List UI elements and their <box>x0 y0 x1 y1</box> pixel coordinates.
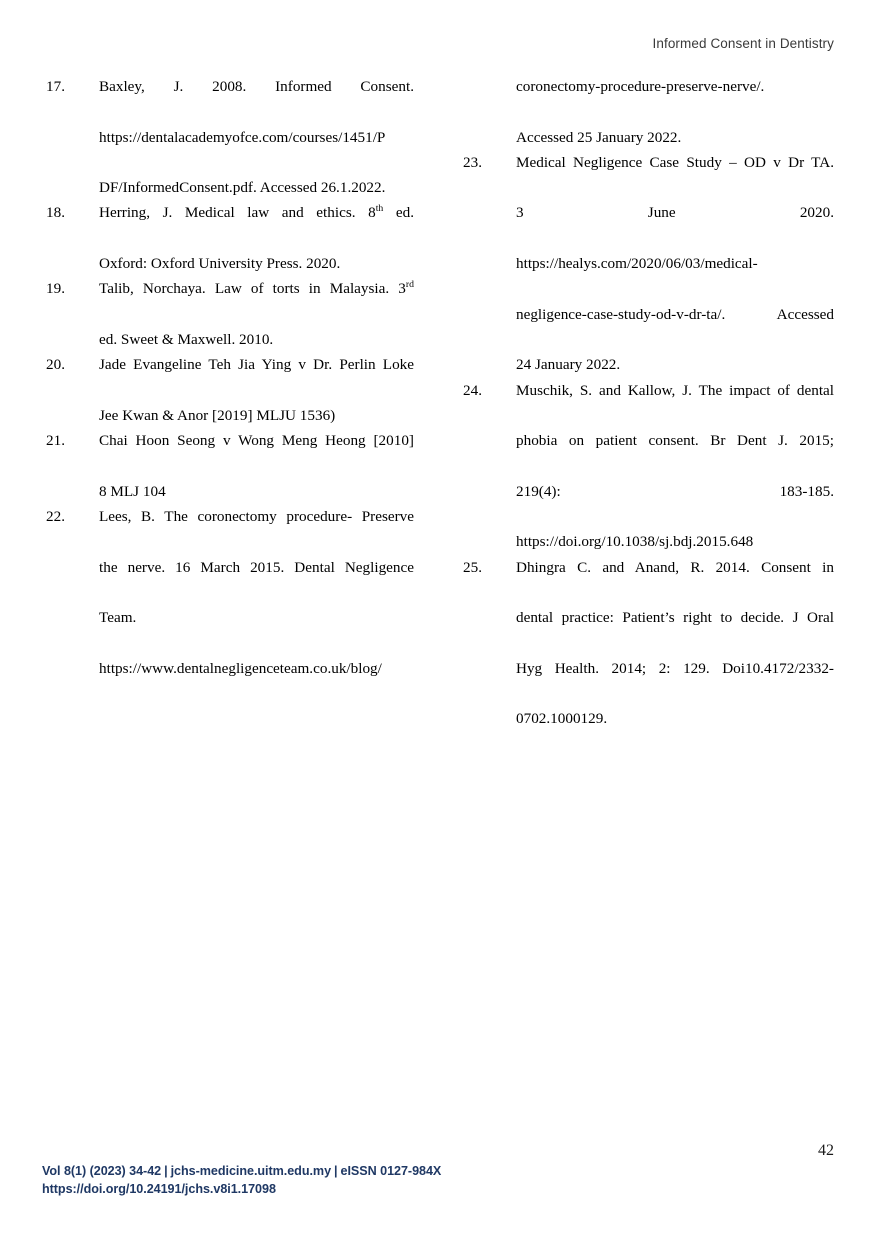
reference-text <box>99 504 414 681</box>
reference-line: the nerve. 16 March 2015. Dental Negligence <box>99 558 414 576</box>
reference-text <box>99 200 414 276</box>
reference-text <box>516 150 834 378</box>
reference-line: coronectomy-procedure-preserve-nerve/. <box>516 78 765 95</box>
reference-line: Oxford: Oxford University Press. 2020. <box>99 255 341 273</box>
reference-line: DF/InformedConsent.pdf. Accessed 26.1.2022. <box>99 179 386 197</box>
reference-line: Talib, Norchaya. Law of torts in Malaysia. 3rd <box>99 279 414 298</box>
reference-line: negligence-case-study-od-v-dr-ta/. Accessed <box>516 305 834 323</box>
reference-columns <box>46 74 834 732</box>
reference-number: 25. <box>463 558 482 576</box>
ordinal-superscript: th <box>375 203 384 215</box>
reference-text <box>99 276 414 352</box>
reference-text <box>516 555 834 732</box>
reference-line: 24 January 2022. <box>516 356 621 374</box>
reference-line: 0702.1000129. <box>516 710 608 728</box>
reference-entry <box>46 276 414 352</box>
reference-number: 20. <box>46 356 65 374</box>
reference-line: 8 MLJ 104 <box>99 482 166 500</box>
reference-line: 219(4): 183-185. <box>516 482 834 500</box>
reference-number: 17. <box>46 78 65 95</box>
reference-line: Dhingra C. and Anand, R. 2014. Consent in <box>516 558 834 576</box>
footer-line-1 <box>42 1163 441 1181</box>
footer-line-2 <box>42 1181 441 1199</box>
reference-line: Muschik, S. and Kallow, J. The impact of dental <box>516 381 834 399</box>
reference-line: https://healys.com/2020/06/03/medical- <box>516 255 758 273</box>
reference-line: Team. <box>99 609 137 627</box>
reference-number: 23. <box>463 153 482 171</box>
reference-line: https://www.dentalnegligenceteam.co.uk/blog/ <box>99 659 382 677</box>
reference-text <box>99 352 414 428</box>
footer-volume: Vol 8(1) (2023) 34-42 <box>42 1164 162 1178</box>
reference-text <box>99 74 414 200</box>
reference-number: 19. <box>46 280 65 298</box>
footer-doi-link[interactable]: https://doi.org/10.24191/jchs.v8i1.17098 <box>42 1181 276 1196</box>
right-column <box>463 74 834 732</box>
footer-separator-1: | <box>164 1164 168 1178</box>
reference-number: 22. <box>46 508 65 526</box>
reference-number: 24. <box>463 381 482 399</box>
reference-entry <box>46 352 414 428</box>
reference-line: phobia on patient consent. Br Dent J. 2015; <box>516 432 834 450</box>
reference-line: Accessed 25 January 2022. <box>516 128 682 146</box>
reference-entry <box>463 378 834 555</box>
page-number: 42 <box>818 1142 834 1159</box>
reference-line: https://doi.org/10.1038/sj.bdj.2015.648 <box>516 533 754 551</box>
left-column <box>46 74 414 732</box>
reference-entry <box>463 74 834 150</box>
reference-line: ed. Sweet & Maxwell. 2010. <box>99 330 274 348</box>
reference-text <box>516 74 834 150</box>
footer-website[interactable]: jchs-medicine.uitm.edu.my <box>170 1164 332 1178</box>
reference-line: Herring, J. Medical law and ethics. 8th ed. <box>99 203 415 222</box>
reference-entry <box>46 74 414 200</box>
reference-number: 21. <box>46 432 65 450</box>
reference-entry <box>46 504 414 681</box>
footer-eissn: eISSN 0127-984X <box>340 1164 442 1178</box>
reference-line: Medical Negligence Case Study – OD v Dr TA. <box>516 153 834 171</box>
reference-line: dental practice: Patient’s right to decide. J Oral <box>516 609 834 627</box>
reference-text <box>99 428 414 504</box>
running-header: Informed Consent in Dentistry <box>652 36 834 51</box>
journal-footer <box>42 1163 441 1198</box>
reference-line: Lees, B. The coronectomy procedure- Preserve <box>99 508 414 526</box>
reference-line: https://dentalacademyofce.com/courses/1451/P <box>99 128 386 146</box>
reference-entry <box>463 150 834 378</box>
reference-line: Jade Evangeline Teh Jia Ying v Dr. Perlin Loke <box>99 356 414 374</box>
reference-number: 18. <box>46 204 65 222</box>
reference-line: Jee Kwan & Anor [2019] MLJU 1536) <box>99 406 336 424</box>
reference-line: 3 June 2020. <box>516 204 834 222</box>
reference-line: Hyg Health. 2014; 2: 129. Doi10.4172/2332- <box>516 659 834 677</box>
reference-entry <box>46 428 414 504</box>
reference-line: Chai Hoon Seong v Wong Meng Heong [2010] <box>99 432 414 450</box>
right-reference-list <box>463 74 834 732</box>
ordinal-superscript: rd <box>405 279 414 291</box>
reference-entry <box>463 555 834 732</box>
reference-entry <box>46 200 414 276</box>
reference-text <box>516 378 834 555</box>
left-reference-list <box>46 74 414 681</box>
reference-line: Baxley, J. 2008. Informed Consent. <box>99 78 414 95</box>
footer-separator-2: | <box>334 1164 338 1178</box>
